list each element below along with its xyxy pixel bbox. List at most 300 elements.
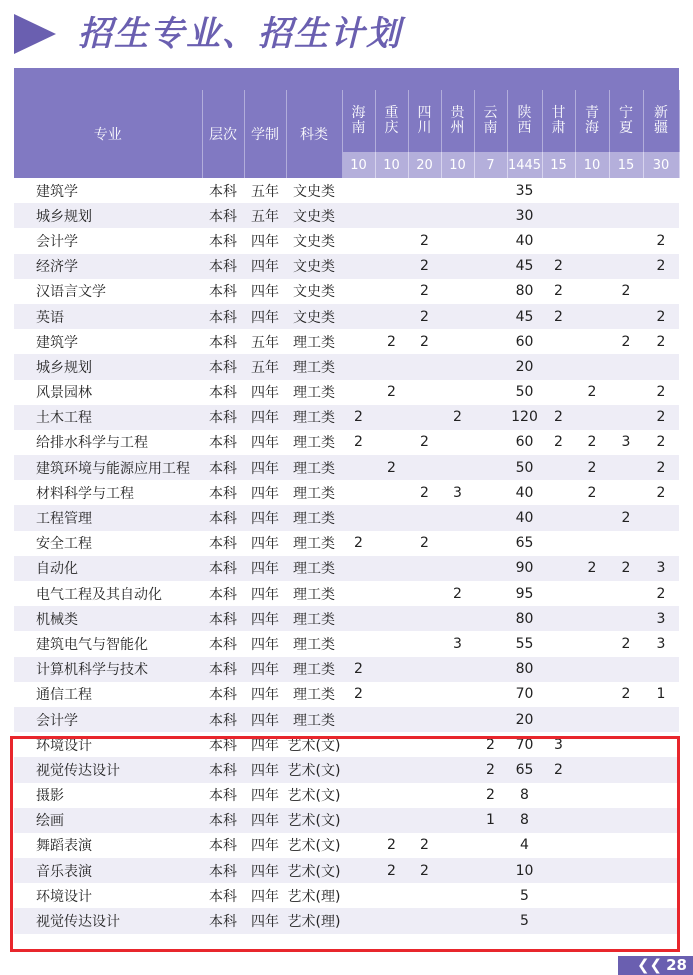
cell-quota: 2: [554, 434, 563, 451]
cell-quota: 2: [420, 535, 429, 552]
page-title: 招生专业、招生计划: [78, 14, 402, 54]
cell-quota: 2: [474, 757, 507, 782]
cell-quota: 50: [515, 384, 534, 401]
cell-quota: [474, 455, 507, 480]
cell-quota: [542, 455, 575, 480]
cell-quota: [474, 279, 507, 304]
cell-quota: 2: [420, 333, 429, 350]
header-province: 重庆: [375, 90, 408, 152]
header-province: 四川: [408, 90, 441, 152]
cell-quota: 55: [515, 635, 534, 652]
cell-quota: [542, 203, 575, 228]
cell-category: 艺术(文): [287, 737, 341, 754]
cell-quota: [441, 329, 474, 354]
cell-quota: [375, 682, 408, 707]
cell-quota: 30: [507, 203, 542, 228]
cell-quota: 2: [656, 333, 666, 350]
cell-level: 本科: [209, 385, 237, 402]
cell-quota: 80: [507, 606, 542, 631]
cell-major: 城乡规划: [14, 354, 202, 379]
cell-category: 艺术(文): [286, 757, 342, 782]
cell-quota: [342, 581, 375, 606]
header-province: 陕西: [507, 90, 542, 152]
cell-quota: [408, 354, 441, 379]
header-duration: 学制: [244, 90, 286, 178]
cell-quota: [575, 707, 609, 732]
cell-quota: [542, 531, 575, 556]
cell-quota: 2: [542, 405, 575, 430]
cell-quota: [575, 304, 609, 329]
cell-quota: [474, 505, 507, 530]
cell-quota: 90: [507, 556, 542, 581]
cell-category: 理工类: [286, 505, 342, 530]
cell-duration: 四年: [244, 304, 286, 329]
cell-quota: 2: [387, 837, 396, 854]
cell-quota: [441, 178, 474, 203]
cell-quota: [441, 505, 474, 530]
cell-quota: [375, 606, 408, 631]
quota-cell: 10: [441, 152, 474, 178]
cell-quota: [408, 178, 441, 203]
table-top-band: [14, 68, 679, 90]
cell-quota: 2: [656, 232, 666, 249]
cell-level: 本科: [202, 455, 244, 480]
cell-duration: 四年: [244, 858, 286, 883]
cell-quota: 2: [542, 254, 575, 279]
cell-quota: 80: [507, 657, 542, 682]
cell-quota: 2: [621, 333, 631, 350]
cell-quota: 3: [453, 484, 462, 501]
cell-duration: 五年: [244, 203, 286, 228]
cell-quota: 2: [575, 455, 609, 480]
page-number-tab: [618, 956, 693, 975]
cell-quota: [375, 581, 408, 606]
cell-level: 本科: [209, 435, 237, 452]
cell-major: 会计学: [36, 233, 78, 250]
cell-level: 本科: [202, 606, 244, 631]
cell-level: 本科: [209, 838, 237, 855]
cell-level: 本科: [209, 636, 237, 653]
cell-quota: [609, 707, 643, 732]
cell-major: 舞蹈表演: [36, 838, 92, 855]
cell-quota: 60: [515, 333, 534, 350]
cell-major: 风景园林: [36, 385, 92, 402]
cell-quota: 2: [420, 837, 429, 854]
cell-duration: 四年: [244, 505, 286, 530]
cell-quota: 2: [375, 858, 408, 883]
cell-quota: [609, 581, 643, 606]
cell-duration: 四年: [251, 485, 279, 502]
cell-quota: [575, 682, 609, 707]
cell-quota: [441, 254, 474, 279]
table-row: [14, 228, 679, 253]
cell-quota: [474, 682, 507, 707]
cell-quota: [575, 228, 609, 253]
cell-quota: 2: [441, 405, 474, 430]
cell-quota: [441, 455, 474, 480]
cell-level: 本科: [209, 586, 237, 603]
cell-category: 理工类: [286, 556, 342, 581]
cell-quota: 65: [507, 757, 542, 782]
cell-quota: [643, 531, 679, 556]
cell-quota: 2: [420, 434, 429, 451]
cell-quota: 5: [520, 887, 529, 904]
cell-quota: 5: [507, 908, 542, 933]
cell-major: 环境设计: [36, 737, 92, 754]
table-row: [14, 354, 679, 379]
cell-major: 视觉传达设计: [14, 908, 202, 933]
cell-quota: [408, 581, 441, 606]
table-row: [14, 581, 679, 606]
header-category: 科类: [286, 90, 342, 178]
cell-duration: 四年: [251, 536, 279, 553]
cell-quota: [542, 556, 575, 581]
cell-quota: 3: [621, 434, 631, 451]
cell-category: 艺术(文): [286, 808, 342, 833]
cell-quota: [441, 228, 474, 253]
cell-quota: [408, 707, 441, 732]
cell-quota: [441, 531, 474, 556]
cell-quota: 2: [643, 455, 679, 480]
cell-quota: [542, 354, 575, 379]
cell-duration: 四年: [244, 254, 286, 279]
table-row: [14, 304, 679, 329]
cell-quota: 2: [420, 484, 429, 501]
cell-level: 本科: [202, 908, 244, 933]
cell-quota: [575, 505, 609, 530]
cell-level: 本科: [209, 888, 237, 905]
cell-category: 艺术(理): [286, 908, 342, 933]
quota-cell: 15: [609, 152, 643, 178]
cell-quota: [575, 329, 609, 354]
cell-quota: [575, 581, 609, 606]
cell-category: 理工类: [293, 385, 335, 402]
cell-quota: 2: [575, 556, 609, 581]
cell-quota: [609, 531, 643, 556]
cell-category: 文史类: [293, 233, 335, 250]
table-row: [14, 631, 679, 656]
cell-quota: [575, 631, 609, 656]
header-level: 层次: [202, 90, 244, 178]
cell-quota: [441, 657, 474, 682]
cell-quota: [441, 556, 474, 581]
cell-quota: [342, 203, 375, 228]
cell-quota: 80: [515, 283, 534, 300]
cell-quota: 35: [515, 182, 534, 199]
cell-quota: [342, 178, 375, 203]
cell-quota: 4: [520, 837, 529, 854]
cell-quota: [375, 279, 408, 304]
cell-quota: 2: [643, 405, 679, 430]
cell-quota: [441, 707, 474, 732]
cell-quota: 2: [542, 304, 575, 329]
cell-duration: 五年: [251, 334, 279, 351]
cell-quota: [375, 505, 408, 530]
cell-quota: 3: [656, 635, 666, 652]
cell-quota: [643, 178, 679, 203]
cell-quota: [609, 203, 643, 228]
cell-quota: [474, 304, 507, 329]
cell-quota: [609, 254, 643, 279]
cell-quota: [609, 228, 643, 253]
cell-quota: 3: [643, 606, 679, 631]
table-row: [14, 405, 679, 430]
header-province: 云南: [474, 90, 507, 152]
cell-quota: 2: [643, 254, 679, 279]
cell-quota: 2: [387, 333, 396, 350]
cell-quota: 2: [420, 232, 429, 249]
cell-major: 给排水科学与工程: [36, 435, 148, 452]
cell-major: 绘画: [14, 808, 202, 833]
cell-major: 英语: [14, 304, 202, 329]
cell-duration: 四年: [244, 908, 286, 933]
cell-quota: [474, 581, 507, 606]
cell-quota: 2: [375, 455, 408, 480]
cell-quota: [609, 606, 643, 631]
cell-level: 本科: [202, 505, 244, 530]
cell-quota: [408, 405, 441, 430]
cell-duration: 四年: [251, 284, 279, 301]
cell-duration: 四年: [244, 707, 286, 732]
table-row: [14, 178, 679, 203]
cell-quota: [474, 228, 507, 253]
cell-quota: [408, 380, 441, 405]
header-province: 甘肃: [542, 90, 575, 152]
cell-quota: [474, 657, 507, 682]
cell-quota: [342, 329, 375, 354]
cell-quota: 2: [408, 858, 441, 883]
cell-level: 本科: [202, 254, 244, 279]
quota-cell: 30: [643, 152, 679, 178]
cell-quota: 40: [515, 232, 534, 249]
cell-quota: 2: [656, 585, 666, 602]
cell-quota: 2: [587, 384, 597, 401]
cell-level: 本科: [209, 788, 237, 805]
cell-duration: 四年: [244, 606, 286, 631]
cell-quota: [575, 203, 609, 228]
cell-category: 文史类: [286, 203, 342, 228]
cell-quota: [408, 505, 441, 530]
cell-level: 本科: [202, 556, 244, 581]
cell-quota: [542, 682, 575, 707]
cell-quota: [342, 455, 375, 480]
table-row: [14, 480, 679, 505]
cell-level: 本科: [202, 354, 244, 379]
cell-quota: [441, 682, 474, 707]
cell-quota: [542, 380, 575, 405]
cell-quota: [542, 228, 575, 253]
cell-quota: 2: [408, 254, 441, 279]
cell-quota: 120: [507, 405, 542, 430]
cell-quota: [342, 631, 375, 656]
cell-quota: 20: [507, 354, 542, 379]
cell-quota: 2: [354, 535, 363, 552]
table-row: [14, 329, 679, 354]
cell-quota: 50: [507, 455, 542, 480]
cell-category: 理工类: [293, 435, 335, 452]
cell-quota: [575, 531, 609, 556]
cell-quota: [643, 505, 679, 530]
cell-quota: 2: [587, 484, 597, 501]
cell-category: 艺术(文): [287, 788, 341, 805]
cell-level: 本科: [202, 757, 244, 782]
cell-quota: [342, 505, 375, 530]
cell-quota: [375, 707, 408, 732]
cell-quota: 2: [542, 757, 575, 782]
cell-category: 艺术(文): [287, 838, 341, 855]
cell-category: 理工类: [286, 405, 342, 430]
cell-major: 城乡规划: [14, 203, 202, 228]
cell-quota: 2: [354, 434, 363, 451]
cell-major: 经济学: [14, 254, 202, 279]
cell-duration: 四年: [244, 757, 286, 782]
page-number: 28: [666, 956, 687, 974]
cell-quota: [643, 279, 679, 304]
cell-quota: 2: [643, 304, 679, 329]
cell-quota: 8: [507, 808, 542, 833]
quota-cell: 7: [474, 152, 507, 178]
cell-duration: 四年: [244, 657, 286, 682]
cell-level: 本科: [202, 858, 244, 883]
cell-quota: [609, 354, 643, 379]
cell-level: 本科: [209, 536, 237, 553]
cell-major: 会计学: [14, 707, 202, 732]
cell-duration: 四年: [251, 385, 279, 402]
cell-quota: 70: [515, 736, 534, 753]
cell-quota: [408, 556, 441, 581]
cell-category: 理工类: [293, 687, 335, 704]
cell-quota: [375, 556, 408, 581]
table-row: [14, 455, 679, 480]
cell-category: 理工类: [286, 707, 342, 732]
cell-level: 本科: [209, 233, 237, 250]
cell-quota: 1: [656, 686, 666, 703]
cell-quota: 2: [656, 434, 666, 451]
cell-category: 艺术(理): [287, 888, 341, 905]
cell-quota: 2: [486, 736, 495, 753]
cell-level: 本科: [202, 808, 244, 833]
table-row: [14, 657, 679, 682]
cell-quota: [441, 279, 474, 304]
cell-quota: 2: [486, 787, 495, 804]
cell-quota: [575, 657, 609, 682]
cell-quota: 2: [554, 283, 563, 300]
cell-quota: [375, 631, 408, 656]
cell-major: 汉语言文学: [36, 284, 106, 301]
cell-quota: [542, 606, 575, 631]
header-province: 青海: [575, 90, 609, 152]
cell-major: 土木工程: [14, 405, 202, 430]
cell-quota: [474, 405, 507, 430]
cell-category: 文史类: [293, 284, 335, 301]
cell-level: 本科: [202, 203, 244, 228]
cell-quota: 2: [420, 283, 429, 300]
cell-category: 理工类: [293, 636, 335, 653]
table-row: [14, 505, 679, 530]
cell-category: 理工类: [286, 657, 342, 682]
cell-quota: [441, 430, 474, 455]
header-major: 专业: [14, 90, 202, 178]
cell-major: 建筑学: [36, 183, 78, 200]
cell-quota: 3: [554, 736, 563, 753]
cell-quota: [643, 203, 679, 228]
cell-quota: 3: [643, 556, 679, 581]
cell-major: 建筑电气与智能化: [36, 636, 148, 653]
cell-level: 本科: [209, 687, 237, 704]
cell-major: 建筑环境与能源应用工程: [14, 455, 202, 480]
header-province: 海南: [342, 90, 375, 152]
arrow-icon: [14, 14, 56, 54]
cell-quota: 1: [474, 808, 507, 833]
cell-quota: 2: [609, 505, 643, 530]
cell-quota: [375, 304, 408, 329]
cell-category: 理工类: [286, 606, 342, 631]
cell-major: 材料科学与工程: [36, 485, 134, 502]
table-row: [14, 279, 679, 304]
cell-quota: 70: [515, 686, 534, 703]
cell-quota: [474, 380, 507, 405]
cell-quota: 45: [507, 304, 542, 329]
table-row: [14, 380, 679, 405]
cell-quota: 45: [507, 254, 542, 279]
cell-quota: [609, 480, 643, 505]
table-row: [14, 203, 679, 228]
cell-duration: 四年: [251, 586, 279, 603]
cell-major: 视觉传达设计: [14, 757, 202, 782]
cell-quota: [542, 178, 575, 203]
cell-quota: [474, 631, 507, 656]
cell-category: 理工类: [293, 586, 335, 603]
cell-quota: [474, 254, 507, 279]
cell-major: 工程管理: [14, 505, 202, 530]
cell-quota: 2: [354, 686, 363, 703]
table-row: [14, 556, 679, 581]
header-province: 宁夏: [609, 90, 643, 152]
cell-level: 本科: [209, 334, 237, 351]
highlight-box: [10, 736, 680, 952]
cell-quota: [375, 203, 408, 228]
cell-quota: 3: [453, 635, 462, 652]
cell-major: 环境设计: [36, 888, 92, 905]
cell-category: 文史类: [286, 304, 342, 329]
cell-quota: 10: [507, 858, 542, 883]
cell-level: 本科: [202, 304, 244, 329]
cell-duration: 四年: [244, 405, 286, 430]
cell-quota: [643, 707, 679, 732]
cell-quota: [474, 707, 507, 732]
cell-quota: 95: [515, 585, 534, 602]
cell-category: 理工类: [293, 334, 335, 351]
cell-quota: [575, 279, 609, 304]
cell-quota: 60: [515, 434, 534, 451]
cell-quota: 2: [656, 484, 666, 501]
cell-quota: [575, 405, 609, 430]
cell-quota: [542, 581, 575, 606]
cell-major: 计算机科学与技术: [14, 657, 202, 682]
cell-category: 理工类: [293, 536, 335, 553]
cell-quota: [408, 682, 441, 707]
table-row: [14, 531, 679, 556]
cell-quota: [474, 606, 507, 631]
cell-quota: [342, 556, 375, 581]
cell-category: 理工类: [286, 455, 342, 480]
cell-duration: 四年: [251, 636, 279, 653]
table-row: [14, 682, 679, 707]
cell-quota: [542, 329, 575, 354]
cell-quota: 2: [387, 384, 396, 401]
cell-quota: [609, 304, 643, 329]
cell-quota: 40: [515, 484, 534, 501]
